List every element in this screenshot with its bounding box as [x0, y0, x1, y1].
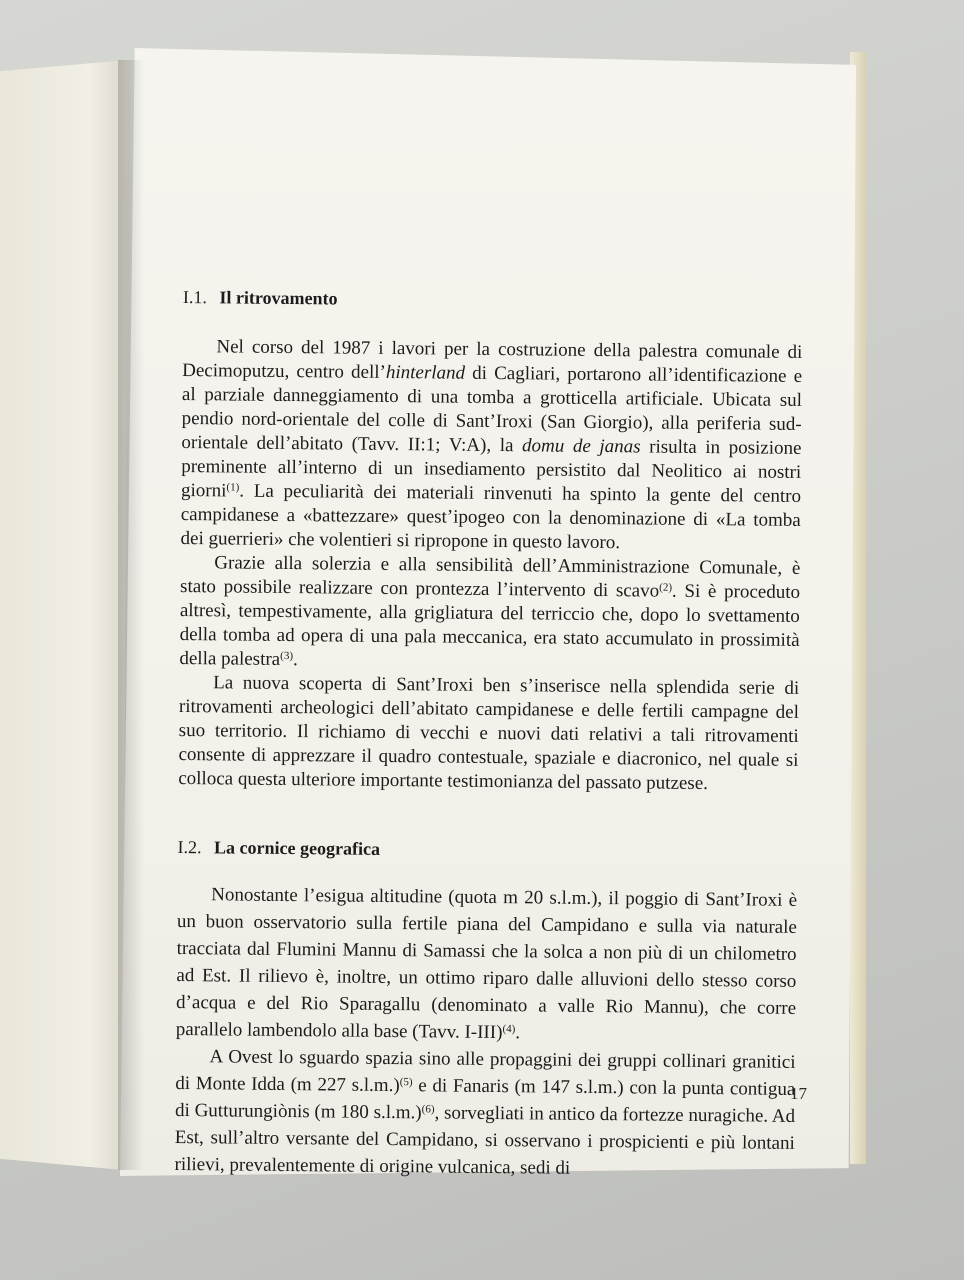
text-run: , sorvegliati in antico da fortezze nuragiche. Ad Est, sull’altro versante del Campidano, si osservano i prospicienti e più lontani rilievi, prevalentemente di origine vulcanica, sedi di: [174, 1102, 796, 1179]
text-run: risulta in posizione preminente all’interno di un insediamento persistito dal Neolitico ai nostri giorni: [180, 436, 802, 502]
section-title: La cornice geografica: [214, 837, 381, 859]
italic-term: hinterland: [385, 361, 466, 384]
section-title: Il ritrovamento: [219, 287, 338, 309]
footnote-ref: (1): [226, 481, 240, 494]
paragraph: [178, 671, 799, 797]
footnote-ref: (3): [280, 649, 294, 663]
text-run: Nonostante l’esigua altitudine (quota m 20 s.l.m.), il poggio di Sant’Iroxi è un buon osservatorio sulla fertile piana del Campidano e sulla via naturale tracciata dal Flumini Mannu di Samassi che la solca a non più di un chilometro ad Est. Il rilievo è, inoltre, un ottimo riparo dalle alluvioni dello stesso corso d’acqua e del Rio Sparagallu (denominato a valle Rio Mannu), che corre parallelo lambendolo alla base (Tavv. I-III): [175, 884, 798, 1044]
page-text: [174, 285, 803, 1184]
text-run: Grazie alla solerzia e alla sensibilità dell’Amministrazione Comunale, è stato possibile realizzare con prontezza l’intervento di scavo: [180, 552, 801, 602]
paragraph: [180, 335, 802, 557]
left-page: [0, 60, 128, 1170]
section-cornice-geografica: [174, 835, 797, 1184]
paragraph: [179, 551, 800, 677]
section-number: I.2.: [177, 836, 202, 858]
section-body: [174, 881, 797, 1184]
text-run: A Ovest lo sguardo spazia sino alle propaggini dei gruppi collinari granitici di Monte Idda (m 227 s.l.m.): [175, 1046, 796, 1097]
text-run: di Cagliari, portarono all’identificazione e al parziale danneggiamento di una tomba a grotticella artificiale. Ubicata sul pendio nord-orientale del colle di Sant’Iroxi (San Giorgio), alla periferia sud-orientale dell’abitato (Tavv. II:1; V:A), la: [181, 362, 803, 457]
text-run: e di Fanaris (m 147 s.l.m.) con la punta contigua di Gutturungiònis (m 180 s.l.m.): [174, 1075, 796, 1124]
footnote-ref: (2): [659, 581, 673, 594]
footnote-ref: (4): [502, 1023, 516, 1036]
text-run: La nuova scoperta di Sant’Iroxi ben s’inserisce nella splendida serie di ritrovamenti archeologici dell’abitato campidanese e delle fertili campagne del suo territorio. Il richiamo di vecchi e nuovi dati relativi a tali ritrovamenti consente di apprezzare il quadro contestuale, spaziale e diacronico, nel quale si colloca questa ulteriore importante testimonianza del passato putzese.: [178, 672, 800, 795]
section-body: [178, 335, 802, 797]
italic-term: domu de janas: [521, 435, 641, 458]
text-run: Nel corso del 1987 i lavori per la costruzione della palestra comunale di Decimoputzu, centro dell’: [182, 336, 803, 383]
text-run: . Si è proceduto altresì, tempestivamente, alla grigliatura del terriccio che, dopo lo svettamento della tomba ad opera di una pala meccanica, era stato accumulato in prossimità della palestra: [179, 580, 801, 670]
text-run: . La peculiarità dei materiali rinvenuti ha spinto la gente del centro campidanese a «battezzare» quest’ipogeo con la denominazione di «La tomba dei guerrieri» che volentieri si ripropone in questo lavoro.: [180, 480, 802, 554]
footnote-ref: (6): [421, 1103, 435, 1116]
paragraph: [174, 1043, 795, 1184]
paragraph: [176, 881, 798, 1049]
page-number: 17: [790, 1084, 807, 1103]
section-heading: [177, 835, 797, 865]
section-number: I.1.: [182, 286, 207, 308]
section-heading: [183, 285, 803, 315]
text-run: .: [515, 1022, 521, 1044]
footnote-ref: (5): [399, 1076, 413, 1089]
text-run: .: [292, 649, 298, 671]
book-gutter: [118, 60, 144, 1170]
section-ritrovamento: [178, 285, 803, 797]
